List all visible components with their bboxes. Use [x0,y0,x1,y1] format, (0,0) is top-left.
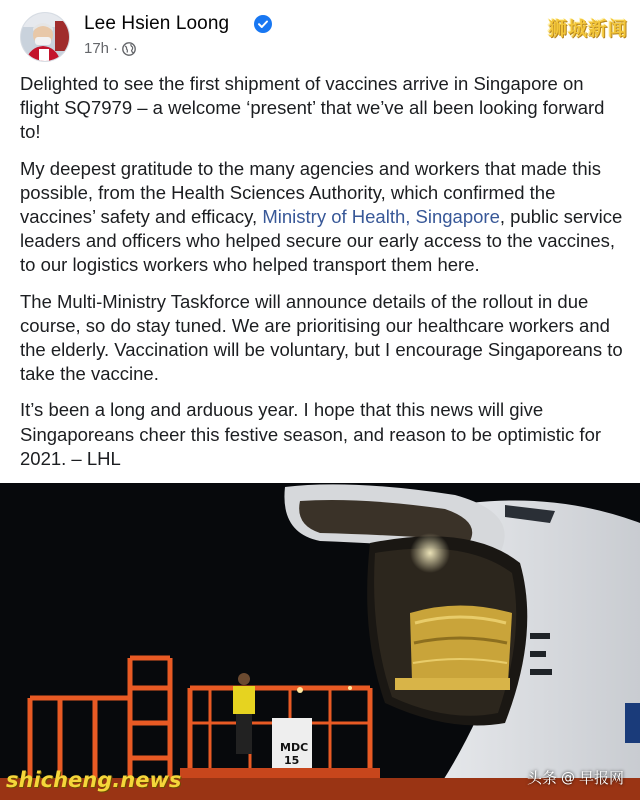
post-timestamp[interactable]: 17h [84,40,110,57]
container-number: 15 [284,754,300,767]
page-mention-link[interactable]: Ministry of Health, Singapore [262,206,500,228]
cargo-plane-photo [0,483,640,800]
source-prefix: 头条 [526,769,557,787]
at-icon: @ [560,769,575,786]
post-body [20,72,624,483]
container-label: MDC [280,741,309,754]
post-paragraph: The Multi-Ministry Taskforce will announce details of the rollout in due course, so do stay tuned. We are prioritising our healthcare workers and the elderly. Vaccination will be voluntary, but I encourage Singaporeans to take the vaccine. [20,290,623,385]
globe-icon [122,42,136,56]
meta-separator: · [113,40,119,57]
source-watermark [527,767,624,788]
post-paragraph: It’s been a long and arduous year. I hope that this news will give Singaporeans cheer this festive season, and reason to be optimistic for 2021. – LHL [20,399,602,469]
author-name[interactable]: Lee Hsien Loong [84,13,230,34]
source-name: 早报网 [578,769,624,787]
brand-watermark: 狮城新闻 [547,18,628,40]
verified-badge-icon [254,15,272,33]
post-paragraph [20,157,624,278]
post-meta [84,40,136,57]
post-paragraph: Delighted to see the first shipment of vaccines arrive in Singapore on flight SQ7979 – a welcome ‘present’ that we’ve all been looking forward to! [20,73,605,143]
avatar[interactable] [20,12,70,62]
paragraph-text: My deepest gratitude to the many agencies and workers that made this possible, from the Health Sciences Authority, which confirmed the vaccines’ safety and efficacy, [20,157,602,228]
post-photo[interactable] [0,483,640,800]
site-watermark: shicheng.news [6,768,182,792]
paragraph-text: , public service leaders and officers who helped secure our early access to the vaccines, to our logistics workers who helped transport them here. [20,206,623,276]
post-header [20,12,620,62]
